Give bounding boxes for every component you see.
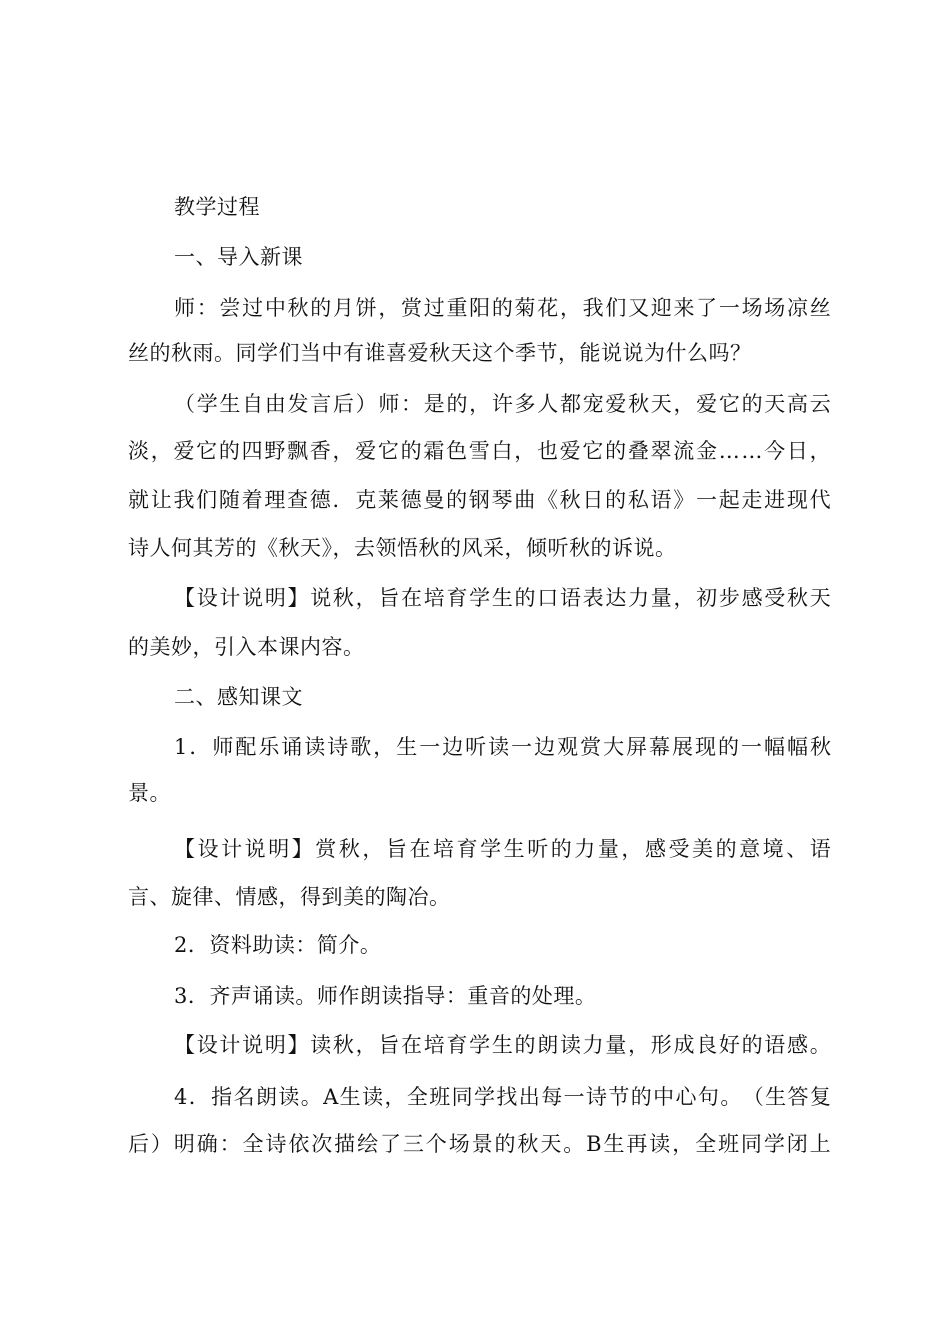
design-note-line: 【 设 计 说 明 】 赏 秋 ， 旨 在 培 育 学 生 听 的 力 量 ， 感 受 美 的 意 境 、 语 — [174, 837, 831, 861]
design-note-line: 的美妙，引入本课内容。 — [128, 635, 365, 659]
paragraph-line: 景。 — [128, 781, 171, 805]
paragraph-line: 丝的秋雨。同学们当中有谁喜爱秋天这个季节，能说说为什么吗？ — [128, 341, 752, 365]
paragraph-line: （ 学 生 自 由 发 言 后 ） 师 ： 是 的 ， 许 多 人 都 宠 爱 秋 天 ， 爱 它 的 天 高 云 — [174, 392, 831, 416]
paragraph-line: 4 ． 指 名 朗 读 。 A 生 读 ， 全 班 同 学 找 出 每 一 诗 节 的 中 心 句 。 （ 生 答 复 — [174, 1085, 831, 1109]
paragraph-line: 3．齐声诵读。师作朗读指导：重音的处理。 — [174, 984, 597, 1008]
paragraph-line: 诗人何其芳的《秋天》，去领悟秋的风采，倾听秋的诉说。 — [128, 536, 677, 560]
paragraph-line: 后 ） 明 确 ： 全 诗 依 次 描 绘 了 三 个 场 景 的 秋 天 。 B 生 再 读 ， 全 班 同 学 闭 上 — [128, 1132, 831, 1156]
paragraph-line: 淡 ， 爱 它 的 四 野 飘 香 ， 爱 它 的 霜 色 雪 白 ， 也 爱 它 的 叠 翠 流 金 … … 今 日 ， — [128, 439, 831, 463]
paragraph-line: 2．资料助读：简介。 — [174, 933, 382, 957]
section-heading-intro: 一、导入新课 — [174, 245, 303, 269]
design-note-line: 言、旋律、情感，得到美的陶冶。 — [128, 885, 451, 909]
design-note-line: 【 设 计 说 明 】 说 秋 ， 旨 在 培 育 学 生 的 口 语 表 达 力 量 ， 初 步 感 受 秋 天 — [174, 586, 831, 610]
paragraph-line: 1 ． 师 配 乐 诵 读 诗 歌 ， 生 一 边 听 读 一 边 观 赏 大 屏 幕 展 现 的 一 幅 幅 秋 — [174, 735, 831, 759]
paragraph-line: 师 ： 尝 过 中 秋 的 月 饼 ， 赏 过 重 阳 的 菊 花 ， 我 们 又 迎 来 了 一 场 场 凉 丝 — [174, 296, 831, 320]
heading-teaching-process: 教学过程 — [174, 195, 260, 219]
design-note-line: 【 设 计 说 明 】 读 秋 ， 旨 在 培 育 学 生 的 朗 读 力 量 ， 形 成 良 好 的 语 感 。 — [174, 1033, 831, 1057]
section-heading-perceive: 二、感知课文 — [174, 685, 303, 709]
paragraph-line: 就 让 我 们 随 着 理 查 德 ． 克 莱 德 曼 的 钢 琴 曲 《 秋 日 的 私 语 》 一 起 走 进 现 代 — [128, 488, 831, 512]
